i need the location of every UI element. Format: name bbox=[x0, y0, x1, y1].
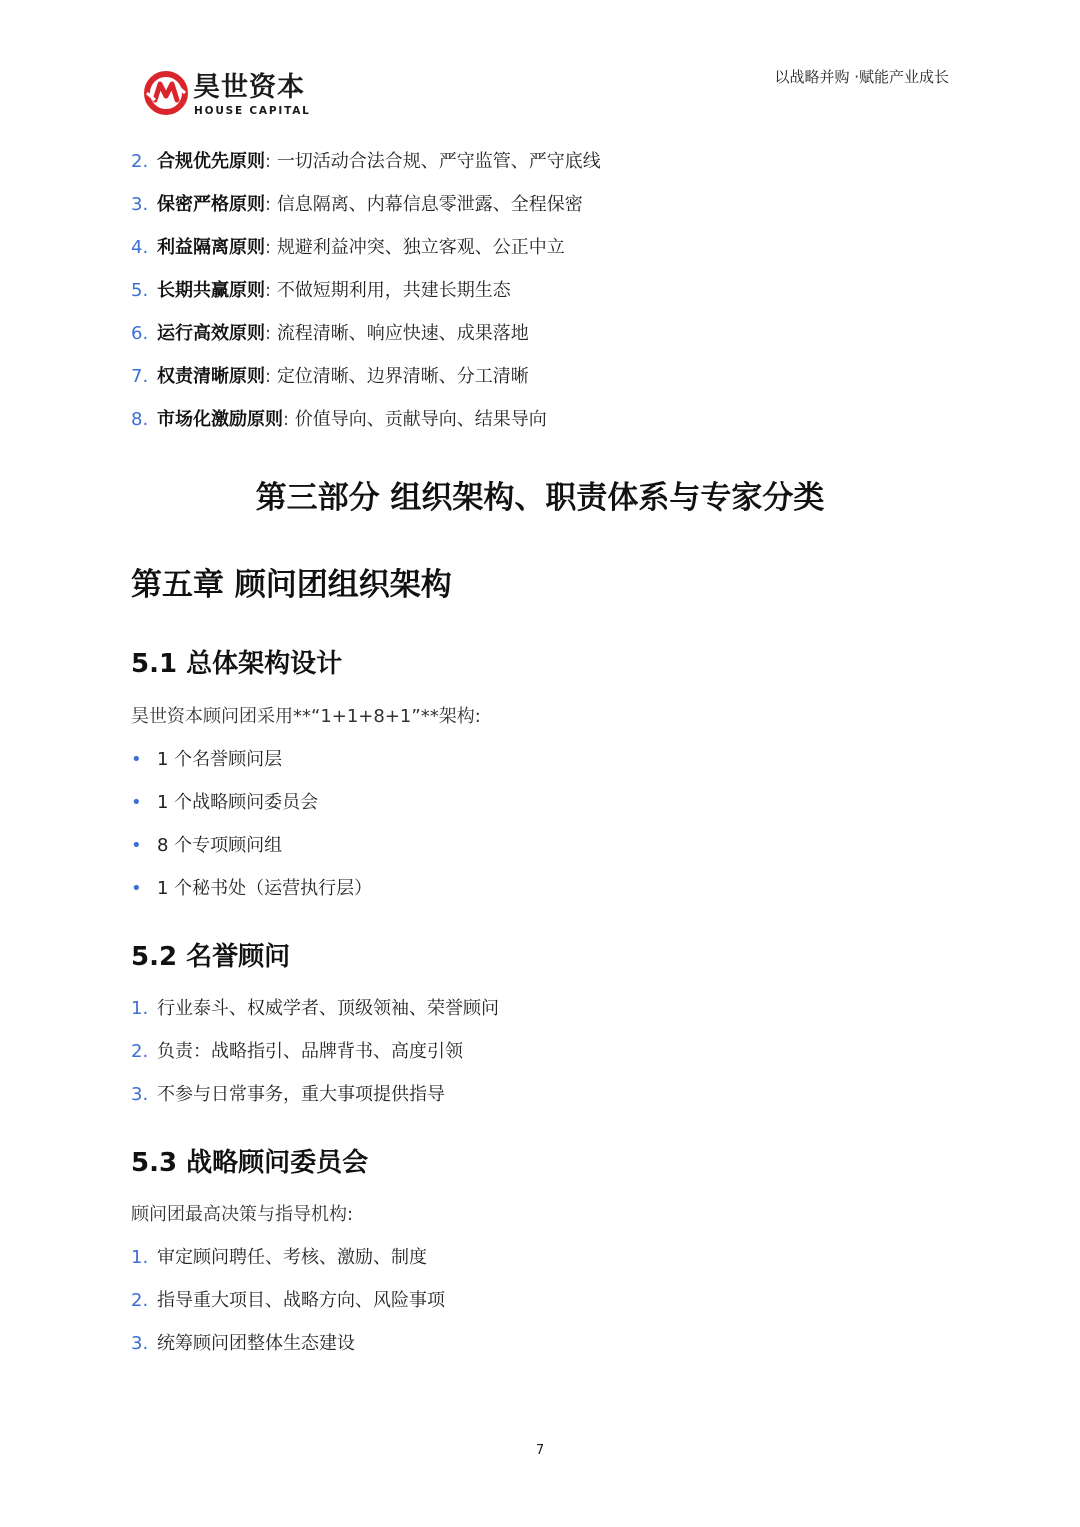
list-number: 2. bbox=[131, 1290, 149, 1311]
list-item bbox=[131, 1243, 427, 1273]
list-item bbox=[131, 405, 547, 435]
bullet-item bbox=[131, 745, 282, 775]
list-item bbox=[131, 362, 529, 392]
list-number: 3. bbox=[131, 1084, 149, 1105]
list-number: 2. bbox=[131, 151, 149, 172]
section-title-5-1: 5.1 总体架构设计 bbox=[131, 649, 343, 679]
section-intro: 昊世资本顾问团采用**“1+1+8+1”**架构: bbox=[131, 706, 481, 727]
principle-text: 不做短期利用，共建长期生态 bbox=[276, 280, 511, 301]
list-text: 审定顾问聘任、考核、激励、制度 bbox=[157, 1247, 427, 1268]
part-title: 第三部分 组织架构、职责体系与专家分类 bbox=[255, 480, 825, 516]
colon: : bbox=[265, 237, 272, 258]
colon: : bbox=[265, 366, 272, 387]
list-item bbox=[131, 1037, 463, 1067]
logo-chinese-name: 昊世资本 bbox=[193, 72, 305, 103]
list-number: 3. bbox=[131, 194, 149, 215]
bullet-dot: • bbox=[131, 792, 142, 813]
list-text: 不参与日常事务，重大事项提供指导 bbox=[157, 1084, 445, 1105]
bullet-text: 1 个秘书处（运营执行层） bbox=[157, 878, 373, 899]
principle-title: 合规优先原则 bbox=[157, 151, 265, 172]
list-number: 5. bbox=[131, 280, 149, 301]
section-intro: 顾问团最高决策与指导机构: bbox=[131, 1204, 354, 1225]
bullet-text: 8 个专项顾问组 bbox=[157, 835, 283, 856]
principle-text: 定位清晰、边界清晰、分工清晰 bbox=[276, 366, 529, 387]
list-item bbox=[131, 994, 499, 1024]
list-item bbox=[131, 276, 511, 306]
colon: : bbox=[283, 409, 290, 430]
list-number: 3. bbox=[131, 1333, 149, 1354]
chapter-title: 第五章 顾问团组织架构 bbox=[131, 567, 452, 603]
logo-english-name: HOUSE CAPITAL bbox=[194, 105, 311, 117]
header-slogan: 以战略并购 ·赋能产业成长 bbox=[774, 68, 949, 86]
list-item bbox=[131, 147, 601, 177]
colon: : bbox=[265, 323, 272, 344]
bullet-text: 1 个名誉顾问层 bbox=[157, 749, 283, 770]
colon: : bbox=[265, 280, 272, 301]
bullet-item bbox=[131, 788, 318, 818]
principle-title: 运行高效原则 bbox=[157, 323, 265, 344]
principle-text: 价值导向、贡献导向、结果导向 bbox=[294, 409, 547, 430]
section-title-5-3: 5.3 战略顾问委员会 bbox=[131, 1148, 369, 1178]
list-text: 负责：战略指引、品牌背书、高度引领 bbox=[157, 1041, 463, 1062]
list-number: 6. bbox=[131, 323, 149, 344]
list-number: 4. bbox=[131, 237, 149, 258]
list-item bbox=[131, 190, 583, 220]
list-number: 1. bbox=[131, 1247, 149, 1268]
colon: : bbox=[265, 151, 272, 172]
section-title-5-2: 5.2 名誉顾问 bbox=[131, 942, 291, 972]
list-text: 行业泰斗、权威学者、顶级领袖、荣誉顾问 bbox=[157, 998, 499, 1019]
principle-title: 市场化激励原则 bbox=[157, 409, 283, 430]
list-item bbox=[131, 233, 565, 263]
page-number: 7 bbox=[535, 1443, 545, 1458]
principle-title: 利益隔离原则 bbox=[157, 237, 265, 258]
bullet-dot: • bbox=[131, 878, 142, 899]
principle-title: 权责清晰原则 bbox=[157, 366, 265, 387]
list-item bbox=[131, 1286, 445, 1316]
page-header bbox=[0, 0, 1080, 130]
colon: : bbox=[265, 194, 272, 215]
bullet-item bbox=[131, 831, 282, 861]
principle-text: 规避利益冲突、独立客观、公正中立 bbox=[276, 237, 565, 258]
logo-mark-icon bbox=[143, 70, 189, 116]
bullet-item bbox=[131, 874, 372, 904]
list-text: 统筹顾问团整体生态建设 bbox=[157, 1333, 355, 1354]
list-number: 7. bbox=[131, 366, 149, 387]
list-number: 2. bbox=[131, 1041, 149, 1062]
bullet-dot: • bbox=[131, 749, 142, 770]
list-text: 指导重大项目、战略方向、风险事项 bbox=[157, 1290, 445, 1311]
bullet-dot: • bbox=[131, 835, 142, 856]
principle-text: 流程清晰、响应快速、成果落地 bbox=[276, 323, 529, 344]
list-number: 8. bbox=[131, 409, 149, 430]
list-item bbox=[131, 319, 529, 349]
list-number: 1. bbox=[131, 998, 149, 1019]
principle-title: 保密严格原则 bbox=[157, 194, 265, 215]
principle-title: 长期共赢原则 bbox=[157, 280, 265, 301]
list-item bbox=[131, 1329, 355, 1359]
principle-text: 信息隔离、内幕信息零泄露、全程保密 bbox=[276, 194, 583, 215]
bullet-text: 1 个战略顾问委员会 bbox=[157, 792, 319, 813]
principle-text: 一切活动合法合规、严守监管、严守底线 bbox=[276, 151, 601, 172]
list-item bbox=[131, 1080, 445, 1110]
company-logo bbox=[143, 70, 313, 120]
